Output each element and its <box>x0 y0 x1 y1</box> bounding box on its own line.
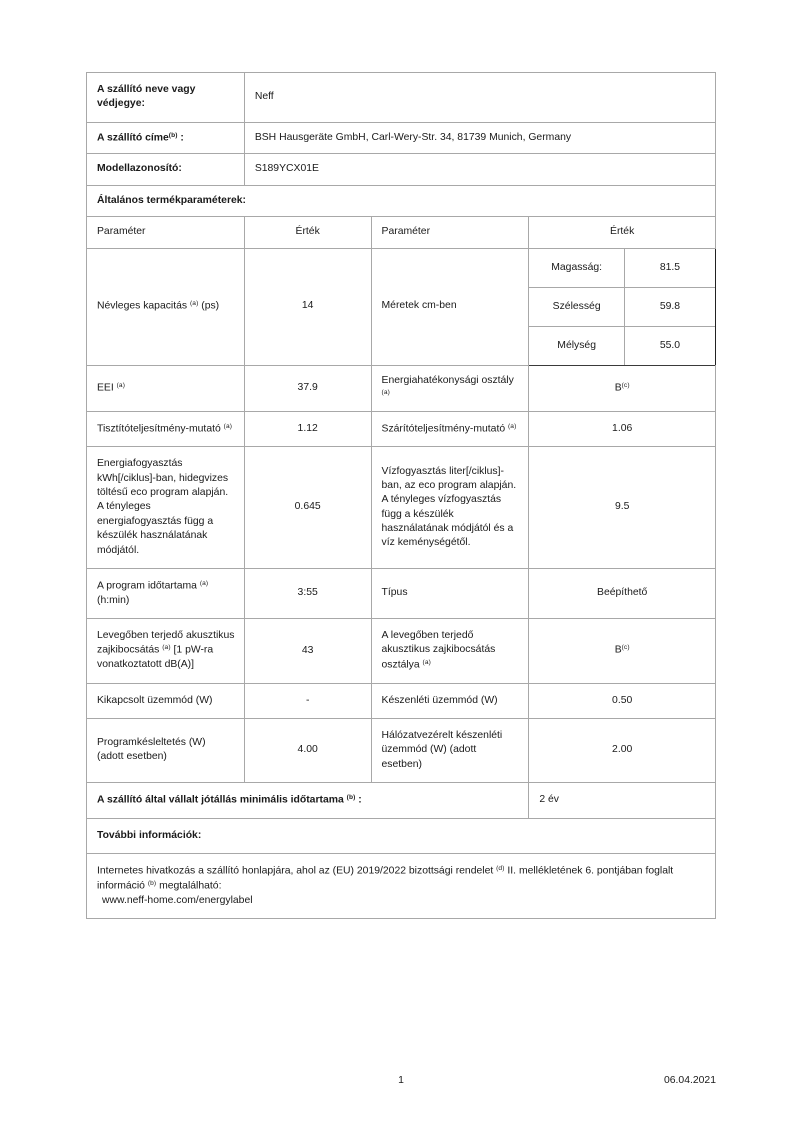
capacity-label-suffix: (ps) <box>198 300 220 312</box>
capacity-value: 14 <box>301 300 314 312</box>
networked-standby-value: 2.00 <box>612 744 633 756</box>
footnote-marker-a: (a) <box>199 579 209 587</box>
delay-label-cell <box>87 718 245 782</box>
header-value-right-cell <box>529 217 716 248</box>
web-reference-part2: II. mellékletének 6. pontjában foglalt információ <box>97 865 674 892</box>
dimension-name-width: Szélesség <box>529 287 624 326</box>
capacity-label-text: Névleges kapacitás <box>97 300 188 312</box>
table-row-warranty <box>87 782 716 818</box>
document-date: 06.04.2021 <box>663 1075 716 1086</box>
capacity-label-cell <box>87 248 245 365</box>
general-params-cell <box>87 185 716 216</box>
supplier-address-value: BSH Hausgeräte GmbH, Carl-Wery-Str. 34, 81739 Munich, Germany <box>254 131 572 143</box>
web-reference-text <box>87 854 715 918</box>
footnote-marker-a: (a) <box>422 658 431 666</box>
water-consumption-label: Vízfogyasztás liter[/ciklus]-ban, az eco program alapján. A tényleges vízfogyasztás függ a készülék használatának módjától és a víz keménységétől. <box>381 465 517 549</box>
footnote-marker-c: (c) <box>621 381 630 389</box>
header-value-left-cell <box>244 217 371 248</box>
footnote-marker-b: (b) <box>346 793 356 801</box>
off-mode-value: - <box>305 694 310 706</box>
footnote-marker-a: (a) <box>116 381 125 389</box>
model-value: S189YCX01E <box>254 163 319 175</box>
table-row-web-reference <box>87 854 716 919</box>
energy-class-value-text: B <box>614 382 622 394</box>
table-row-further-info-heading <box>87 818 716 853</box>
cleaning-label-text: Tisztítóteljesítmény-mutató <box>97 423 221 435</box>
water-consumption-label-cell <box>371 447 529 569</box>
noise-class-label-cell <box>371 619 529 683</box>
supplier-address-label <box>87 123 244 154</box>
standby-label-cell <box>371 683 529 718</box>
table-row-duration <box>87 568 716 618</box>
footnote-marker-c: (c) <box>621 644 630 652</box>
networked-standby-value-cell <box>529 718 716 782</box>
cleaning-value: 1.12 <box>297 422 318 434</box>
table-row-model <box>87 154 716 185</box>
dimensions-nested-cell <box>529 248 716 365</box>
header-param-right-cell <box>371 217 529 248</box>
general-params-label: Általános termékparaméterek: <box>97 194 247 206</box>
standby-value-cell <box>529 683 716 718</box>
header-param-left: Paraméter <box>97 226 146 238</box>
warranty-label-text: A szállító által vállalt jótállás minimális időtartama <box>97 794 344 806</box>
dimension-value-depth: 55.0 <box>624 326 715 365</box>
noise-class-value-text: B <box>614 644 622 656</box>
supplier-address-colon: : <box>180 132 184 144</box>
duration-value: 3:55 <box>297 587 318 599</box>
supplier-address-value-cell <box>244 122 715 154</box>
energy-label-url[interactable]: www.neff-home.com/energylabel <box>102 894 253 906</box>
cleaning-value-cell <box>244 411 371 447</box>
warranty-label-cell <box>87 782 529 818</box>
warranty-colon: : <box>358 794 362 806</box>
eei-label-cell <box>87 365 245 411</box>
delay-value: 4.00 <box>297 744 318 756</box>
page-number: 1 <box>398 1075 404 1086</box>
footnote-marker-b: (b) <box>168 131 178 139</box>
warranty-value: 2 év <box>539 794 559 806</box>
supplier-name-value: Neff <box>254 91 274 103</box>
dimension-row-width <box>529 287 715 326</box>
capacity-value-cell <box>244 248 371 365</box>
off-mode-value-cell <box>244 683 371 718</box>
noise-value-cell <box>244 619 371 683</box>
noise-class-value <box>529 635 715 666</box>
footnote-marker-a: (a) <box>190 300 199 308</box>
model-label: Modellazonosító: <box>97 163 182 175</box>
noise-label <box>87 619 244 682</box>
water-consumption-value: 9.5 <box>614 501 630 513</box>
eei-label-text: EEI <box>97 382 114 394</box>
model-label-cell <box>87 154 245 185</box>
further-info-cell <box>87 818 716 853</box>
energy-consumption-value-cell <box>244 447 371 569</box>
dimensions-label: Méretek cm-ben <box>381 300 457 312</box>
warranty-value-cell <box>529 782 716 818</box>
cleaning-label <box>87 412 244 447</box>
energy-class-label-cell <box>371 365 529 411</box>
duration-value-cell <box>244 568 371 618</box>
energy-class-label-text: Energiahatékonysági osztály <box>381 374 514 386</box>
further-info-label: További információk: <box>97 829 202 841</box>
noise-value: 43 <box>301 644 314 656</box>
eei-label <box>87 371 244 406</box>
eei-value-cell <box>244 365 371 411</box>
cleaning-label-cell <box>87 411 245 447</box>
table-row-supplier-address <box>87 122 716 154</box>
table-row-cleaning <box>87 411 716 447</box>
header-value-left: Érték <box>295 226 320 238</box>
dimension-row-depth <box>529 326 715 365</box>
drying-label-text: Szárítóteljesítmény-mutató <box>381 423 506 435</box>
noise-class-label <box>372 619 529 682</box>
noise-class-value-cell <box>529 619 716 683</box>
web-reference-part3: megtalálható: <box>159 880 222 892</box>
type-label-cell <box>371 568 529 618</box>
energy-consumption-label-cell <box>87 447 245 569</box>
drying-value: 1.06 <box>612 422 633 434</box>
standby-value: 0.50 <box>612 694 633 706</box>
table-row-column-headers <box>87 217 716 248</box>
header-param-right: Paraméter <box>381 226 431 238</box>
noise-label-cell <box>87 619 245 683</box>
standby-label: Készenléti üzemmód (W) <box>381 694 498 706</box>
table-row-supplier-name <box>87 73 716 123</box>
dimension-name-height: Magasság: <box>529 249 624 288</box>
supplier-name-label: A szállító neve vagy védjegye: <box>97 84 196 110</box>
dimension-row-height <box>529 249 715 288</box>
footnote-marker-d: (d) <box>496 865 505 873</box>
energy-class-value-cell <box>529 365 716 411</box>
footnote-marker-a: (a) <box>162 644 171 652</box>
drying-label <box>372 414 529 445</box>
dimension-value-width: 59.8 <box>624 287 715 326</box>
energy-consumption-label: Energiafogyasztás kWh[/ciklus]-ban, hidegvizes töltésű eco program alapján. A tényleges energiafogyasztás függ a készülék használatának módjától. <box>97 458 229 556</box>
model-value-cell <box>244 154 715 185</box>
table-row-off-mode <box>87 683 716 718</box>
energy-consumption-value: 0.645 <box>294 501 321 513</box>
header-param-left-cell <box>87 217 245 248</box>
table-row-noise <box>87 619 716 683</box>
dimensions-label-cell <box>371 248 529 365</box>
type-value: Beépíthető <box>597 587 648 599</box>
table-row-eei <box>87 365 716 411</box>
energy-class-value <box>529 373 715 404</box>
product-information-sheet <box>86 72 716 919</box>
noise-class-label-text: A levegőben terjedő akusztikus zajkibocsátás osztálya <box>381 630 496 671</box>
duration-label-text: A program időtartama <box>97 580 197 592</box>
header-value-right: Érték <box>610 226 635 238</box>
supplier-name-value-cell <box>244 73 715 123</box>
duration-label-cell <box>87 568 245 618</box>
warranty-label <box>87 783 528 818</box>
noise-label-suffix: [1 pW-ra vonatkoztatott dB(A)] <box>97 644 214 671</box>
dimension-value-height: 81.5 <box>624 249 715 288</box>
dimension-name-depth: Mélység <box>529 326 624 365</box>
noise-label-text: Levegőben terjedő akusztikus zajkibocsátás <box>97 630 235 656</box>
footnote-marker-a: (a) <box>381 388 390 396</box>
table-row-delay <box>87 718 716 782</box>
duration-label-suffix: (h:min) <box>97 594 130 606</box>
duration-label <box>87 569 244 618</box>
eei-value: 37.9 <box>297 381 318 393</box>
footnote-marker-b: (b) <box>147 879 157 887</box>
off-mode-label-cell <box>87 683 245 718</box>
type-value-cell <box>529 568 716 618</box>
capacity-label <box>87 291 244 322</box>
networked-standby-label-cell <box>371 718 529 782</box>
off-mode-label: Kikapcsolt üzemmód (W) <box>97 694 213 706</box>
table-row-general-params-heading <box>87 185 716 216</box>
energy-class-label <box>372 366 529 411</box>
supplier-name-label-cell <box>87 73 245 123</box>
drying-value-cell <box>529 411 716 447</box>
delay-label: Programkésleltetés (W) (adott esetben) <box>97 737 206 763</box>
supplier-address-label-text: A szállító címe <box>97 132 169 144</box>
water-consumption-value-cell <box>529 447 716 569</box>
table-row-capacity <box>87 248 716 365</box>
networked-standby-label: Hálózatvezérelt készenléti üzemmód (W) (adott esetben) <box>381 729 503 770</box>
dimensions-table <box>529 249 715 365</box>
delay-value-cell <box>244 718 371 782</box>
table-row-energy-water <box>87 447 716 569</box>
type-label: Típus <box>381 587 408 599</box>
supplier-address-label-cell <box>87 122 245 154</box>
footnote-marker-a: (a) <box>508 422 517 430</box>
drying-label-cell <box>371 411 529 447</box>
web-reference-cell <box>87 854 716 919</box>
footnote-marker-a: (a) <box>223 422 233 430</box>
web-reference-part1: Internetes hivatkozás a szállító honlapjára, ahol az (EU) 2019/2022 bizottsági rendelet <box>97 865 494 877</box>
